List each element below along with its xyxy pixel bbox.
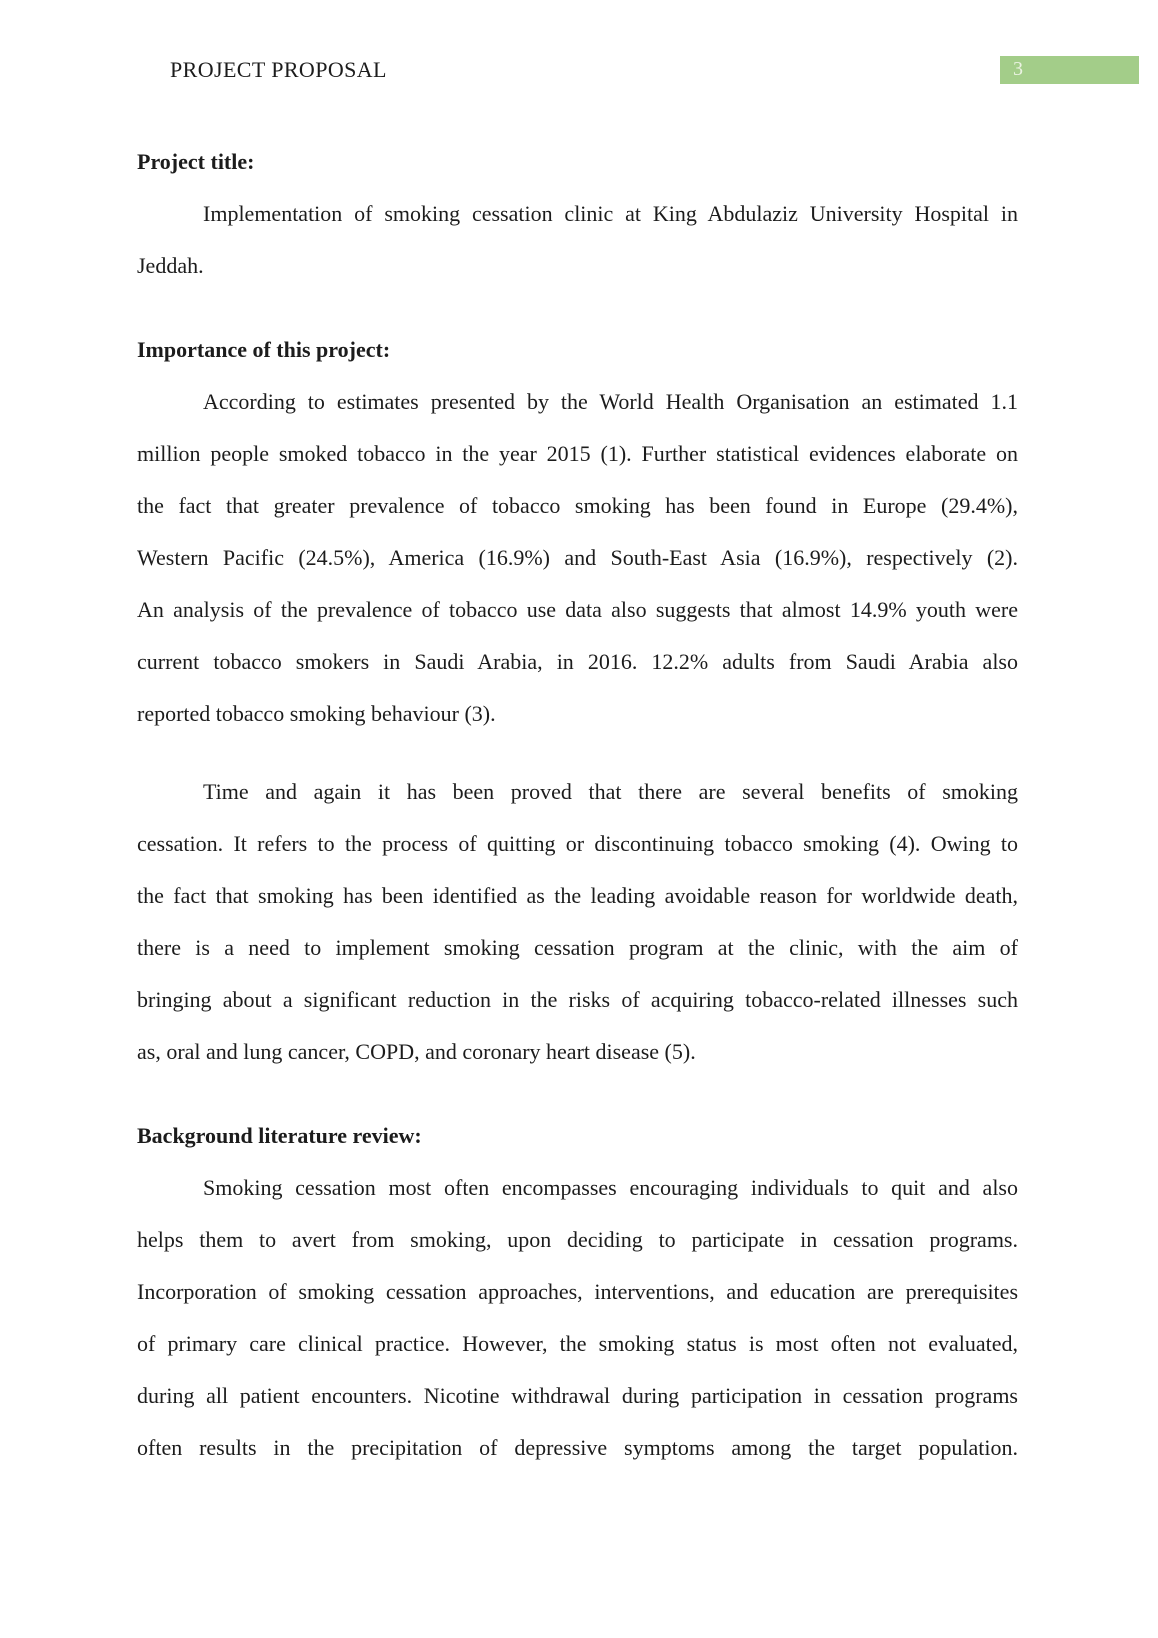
text-line: bringing about a significant reduction in the risks of acquiring tobacco-related illnesses such: [137, 987, 1018, 1012]
text-line: current tobacco smokers in Saudi Arabia, in 2016. 12.2% adults from Saudi Arabia also: [137, 649, 1018, 674]
section: [137, 136, 1018, 292]
running-head: PROJECT PROPOSAL: [170, 57, 387, 82]
text-line: often results in the precipitation of depressive symptoms among the target population.: [137, 1435, 1018, 1460]
paragraph: [137, 1162, 1018, 1474]
text-line: According to estimates presented by the World Health Organisation an estimated 1.1: [203, 389, 1018, 414]
paragraph: [137, 188, 1018, 292]
text-line: Jeddah.: [137, 253, 204, 278]
text-line: reported tobacco smoking behaviour (3).: [137, 701, 496, 726]
text-line: Incorporation of smoking cessation approaches, interventions, and education are prerequisites: [137, 1279, 1018, 1304]
page-number: 3: [1013, 58, 1023, 80]
section-heading: Background literature review:: [137, 1123, 422, 1148]
section-heading: Importance of this project:: [137, 337, 391, 362]
section: [137, 324, 1018, 1078]
text-line: the fact that smoking has been identified as the leading avoidable reason for worldwide death,: [137, 883, 1018, 908]
text-line: million people smoked tobacco in the year 2015 (1). Further statistical evidences elaborate on: [137, 441, 1018, 466]
paragraph: [137, 376, 1018, 740]
page-number-badge: [1000, 56, 1139, 84]
document-body: [137, 84, 1018, 1474]
page-header: [0, 56, 1158, 84]
text-line: as, oral and lung cancer, COPD, and coronary heart disease (5).: [137, 1039, 696, 1064]
text-line: Time and again it has been proved that there are several benefits of smoking: [203, 779, 1018, 804]
text-line: An analysis of the prevalence of tobacco use data also suggests that almost 14.9% youth were: [137, 597, 1018, 622]
text-line: helps them to avert from smoking, upon deciding to participate in cessation programs.: [137, 1227, 1018, 1252]
text-line: Smoking cessation most often encompasses encouraging individuals to quit and also: [203, 1175, 1018, 1200]
section: [137, 1110, 1018, 1474]
text-line: Implementation of smoking cessation clinic at King Abdulaziz University Hospital in: [203, 201, 1018, 226]
text-line: the fact that greater prevalence of tobacco smoking has been found in Europe (29.4%),: [137, 493, 1018, 518]
text-line: during all patient encounters. Nicotine withdrawal during participation in cessation programs: [137, 1383, 1018, 1408]
text-line: Western Pacific (24.5%), America (16.9%) and South-East Asia (16.9%), respectively (2).: [137, 545, 1018, 570]
section-heading: Project title:: [137, 149, 255, 174]
paragraph: [137, 766, 1018, 1078]
text-line: cessation. It refers to the process of quitting or discontinuing tobacco smoking (4). Owing to: [137, 831, 1018, 856]
text-line: of primary care clinical practice. However, the smoking status is most often not evaluated,: [137, 1331, 1018, 1356]
text-line: there is a need to implement smoking cessation program at the clinic, with the aim of: [137, 935, 1018, 960]
